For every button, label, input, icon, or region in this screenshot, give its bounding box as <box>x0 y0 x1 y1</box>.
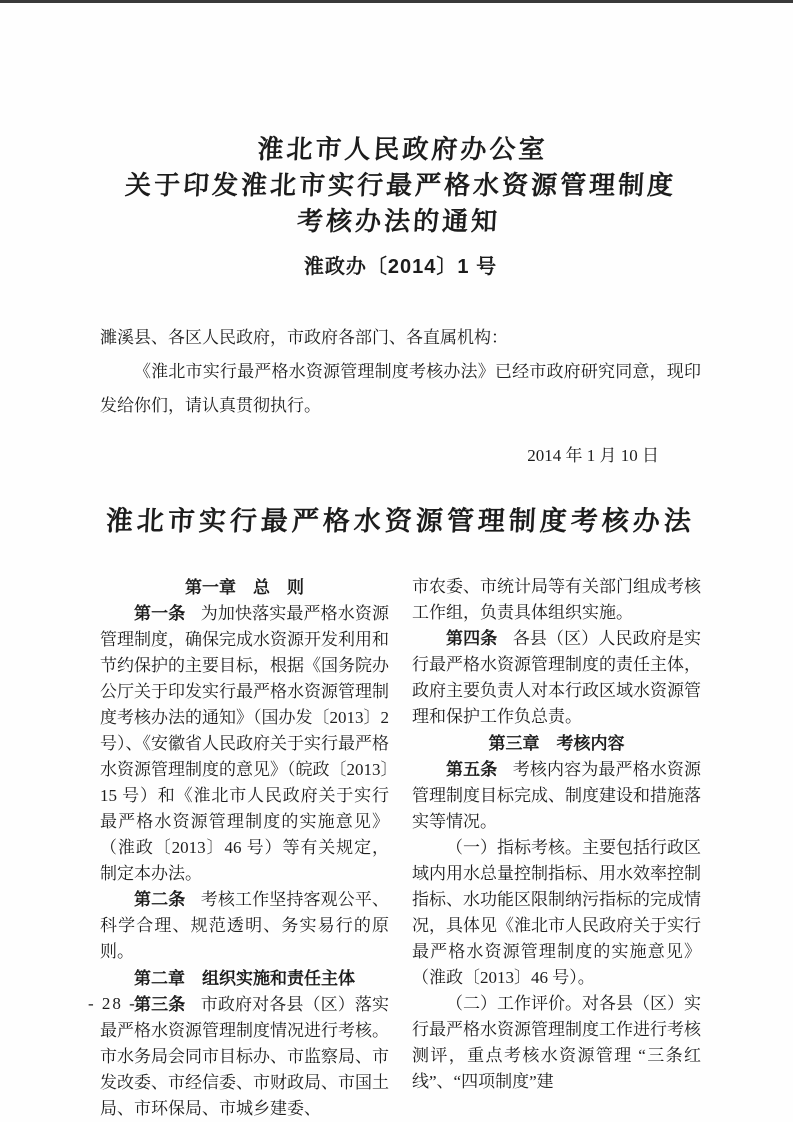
article-5-text: 考核内容为最严格水资源管理制度目标完成、制度建设和措施落实等情况。 <box>412 760 702 831</box>
notice-title <box>97 132 704 240</box>
chapter-heading-3: 第三章 考核内容 <box>488 734 625 753</box>
article-2-lead: 第二条 <box>134 890 186 909</box>
article-3-text: 市政府对各县（区）落实最严格水资源管理制度情况进行考核。市水务局会同市目标办、市监察局、市发改委、市经信委、市财政局、市国土局、市环保局、市城乡建委、 <box>100 995 390 1118</box>
article-4-lead: 第四条 <box>446 629 498 648</box>
article-3-continuation: 市农委、市统计局等有关部门组成考核工作组，负责具体组织实施。 <box>412 577 701 622</box>
article-2 <box>100 887 389 965</box>
article-2-text: 考核工作坚持客观公平、科学合理、规范透明、务实易行的原则。 <box>100 890 390 961</box>
notice-body: 《淮北市实行最严格水资源管理制度考核办法》已经市政府研究同意，现印发给你们，请认真贯彻执行。 <box>100 362 701 415</box>
chapter-heading-1: 第一章 总 则 <box>185 578 304 597</box>
notice-title-line-1: 淮北市人民政府办公室 <box>256 135 549 165</box>
article-5 <box>412 757 701 835</box>
article-5-lead: 第五条 <box>446 760 498 779</box>
right-column <box>412 574 701 1122</box>
article-1-lead: 第一条 <box>134 604 186 623</box>
article-4 <box>412 626 701 730</box>
chapter-heading-2: 第二章 组织实施和责任主体 <box>134 969 355 988</box>
article-4-text: 各县（区）人民政府是实行最严格水资源管理制度的责任主体，政府主要负责人对本行政区域水资源管理和保护工作负总责。 <box>412 629 702 726</box>
notice-title-line-3: 考核办法的通知 <box>296 207 501 237</box>
notice-date: 2014 年 1 月 10 日 <box>527 446 659 465</box>
document-number: 淮政办〔2014〕1 号 <box>303 256 498 278</box>
item-1: （一）指标考核。主要包括行政区域内用水总量控制指标、用水效率控制指标、水功能区限制纳污指标的完成情况，具体见《淮北市人民政府关于实行最严格水资源管理制度的实施意见》（淮政〔2013〕46 号）。 <box>412 838 701 987</box>
article-1-text: 为加快落实最严格水资源管理制度，确保完成水资源开发利用和节约保护的主要目标，根据《国务院办公厅关于印发实行最严格水资源管理制度考核办法的通知》（国办发〔2013〕2 号）、《安徽省人民政府关于实行最严格水资源管理制度的意见》（皖政〔2013〕15 号）和《淮北市人民政府关于实行最严格水资源管理制度的实施意见》（淮政〔2013〕46 号）等有关规定，制定本办法。 <box>100 604 390 883</box>
article-3 <box>100 992 389 1122</box>
regulation-title: 淮北市实行最严格水资源管理制度考核办法 <box>105 506 696 537</box>
left-column <box>100 574 389 1122</box>
article-1 <box>100 601 389 887</box>
page-number: - 28 - <box>88 994 137 1013</box>
item-2: （二）工作评价。对各县（区）实行最严格水资源管理制度工作进行考核测评，重点考核水资源管理 “三条红线”、“四项制度”建 <box>412 994 701 1091</box>
page-content <box>100 0 701 1122</box>
regulation-columns <box>100 574 701 1122</box>
article-3-lead: 第三条 <box>134 995 186 1014</box>
notice-title-line-2: 关于印发淮北市实行最严格水资源管理制度 <box>124 171 677 201</box>
notice-salutation: 濉溪县、各区人民政府，市政府各部门、各直属机构： <box>100 328 508 347</box>
